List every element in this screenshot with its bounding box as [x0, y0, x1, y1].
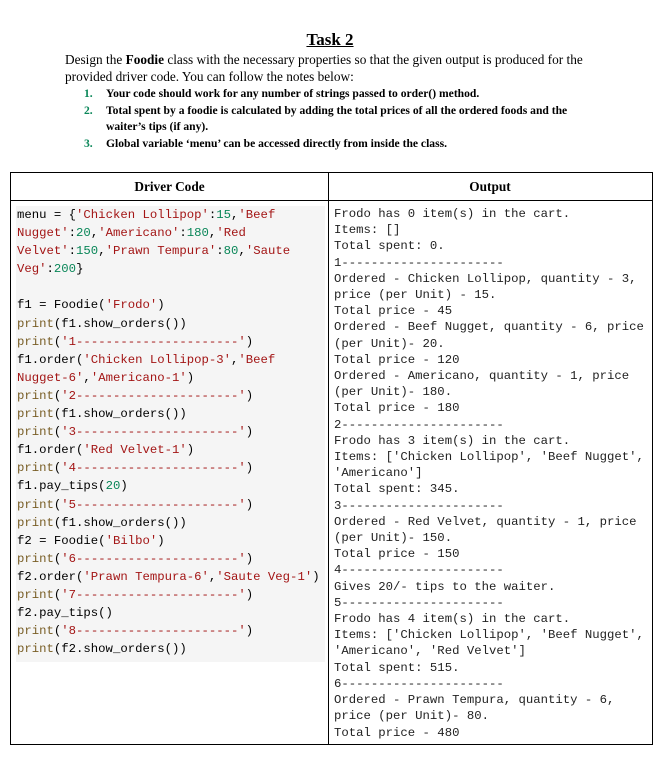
- code-token: print: [17, 334, 54, 349]
- output-line: Total price - 180: [334, 401, 460, 416]
- code-token: ): [245, 334, 254, 349]
- code-token: print: [17, 407, 54, 422]
- note-item: [84, 86, 604, 103]
- code-token: 'Chicken Lollipop-3': [83, 352, 232, 367]
- code-token: (: [53, 497, 62, 512]
- code-token: print: [17, 624, 54, 639]
- code-token: '1----------------------': [61, 334, 246, 349]
- output-line: 'Americano', 'Red Velvet']: [334, 644, 526, 659]
- note-number: 1.: [84, 87, 93, 100]
- output-line: Ordered - Americano, quantity - 1, price: [334, 369, 630, 384]
- code-token: ,: [231, 352, 239, 367]
- output-line: Ordered - Prawn Tempura, quantity - 6,: [334, 693, 615, 708]
- column-divider: [328, 173, 329, 744]
- code-token: '2----------------------': [61, 388, 246, 403]
- note-text: Global variable ‘menu’ can be accessed directly from inside the class.: [106, 136, 448, 150]
- output-line: Total price - 120: [334, 352, 460, 367]
- code-token: ,: [231, 208, 239, 222]
- code-token: 'Beef: [238, 352, 276, 367]
- code-line: [16, 640, 325, 658]
- code-token: ): [245, 425, 254, 440]
- output-line: 2----------------------: [334, 417, 504, 432]
- code-token: print: [17, 515, 54, 530]
- output-line: (per Unit)- 20.: [334, 336, 445, 351]
- code-token: ,: [90, 226, 99, 241]
- code-token: 'Frodo': [105, 298, 158, 313]
- code-token: 'Americano': [98, 226, 180, 241]
- code-token: ,: [208, 569, 217, 584]
- note-text: Your code should work for any number of strings passed to order() method.: [106, 87, 480, 100]
- code-token: 'Saute Veg-1': [216, 569, 313, 584]
- code-token: :: [216, 244, 224, 259]
- code-token: print: [17, 642, 54, 657]
- output-line: Items: []: [334, 223, 401, 238]
- code-token: ,: [238, 244, 246, 259]
- output-line: Gives 20/- tips to the waiter.: [334, 579, 556, 594]
- code-token: '8----------------------': [61, 624, 246, 639]
- intro-text-post: class with the necessary properties so that the given output is produced for the provided driver code. You can follow the notes below:: [65, 52, 583, 84]
- code-line: [16, 568, 325, 586]
- code-token: 'Prawn Tempura': [105, 244, 217, 259]
- output-line: Ordered - Chicken Lollipop, quantity - 3,: [334, 271, 637, 286]
- note-number: 3.: [84, 136, 93, 150]
- header-driver-code: Driver Code: [11, 173, 328, 201]
- task-title: Task 2: [306, 30, 354, 49]
- output-line: Total price - 150: [334, 547, 460, 562]
- code-token: 15: [216, 208, 232, 222]
- code-line: [16, 387, 325, 405]
- code-token: 150: [76, 244, 99, 259]
- code-token: '5----------------------': [61, 497, 246, 512]
- header-output: Output: [328, 173, 652, 201]
- code-token: 'Chicken Lollipop': [76, 208, 209, 222]
- code-token: :: [68, 244, 77, 259]
- code-token: 200: [53, 262, 77, 277]
- code-token: (f1.show_orders()): [53, 515, 187, 530]
- code-token: print: [17, 425, 54, 440]
- code-token: ): [245, 497, 254, 512]
- code-token: print: [17, 388, 54, 403]
- code-line: [16, 496, 325, 514]
- code-token: ,: [83, 370, 91, 385]
- code-token: ): [186, 370, 195, 385]
- note-number: 2.: [84, 103, 93, 117]
- code-line: [16, 369, 325, 387]
- output-block: [334, 206, 652, 741]
- code-line: [16, 423, 325, 441]
- code-line: [16, 315, 325, 333]
- code-token: 'Americano-1': [90, 370, 187, 385]
- code-line: [16, 278, 325, 296]
- code-token: :: [208, 208, 217, 222]
- code-line: [16, 532, 325, 550]
- note-item: [84, 136, 604, 153]
- output-line: Frodo has 4 item(s) in the cart.: [334, 612, 571, 627]
- code-token: (: [53, 334, 62, 349]
- code-line: [16, 333, 325, 351]
- output-line: 1----------------------: [334, 255, 504, 270]
- output-line: (per Unit)- 150.: [334, 531, 453, 546]
- code-line: [16, 206, 325, 224]
- code-token: (: [53, 624, 62, 639]
- code-token: '3----------------------': [61, 425, 246, 440]
- code-token: 'Saute: [245, 244, 291, 259]
- code-token: 'Red Velvet-1': [83, 443, 187, 458]
- output-line: (per Unit)- 180.: [334, 385, 453, 400]
- code-token: (: [53, 587, 62, 602]
- output-line: Total spent: 515.: [334, 660, 460, 675]
- code-token: 20: [105, 479, 121, 494]
- code-token: ): [245, 461, 254, 476]
- code-token: 80: [223, 244, 239, 259]
- notes-list: [84, 86, 604, 152]
- code-token: (f1.show_orders()): [53, 407, 187, 422]
- code-line: [16, 260, 325, 278]
- code-token: ): [245, 551, 254, 566]
- code-token: '7----------------------': [61, 587, 246, 602]
- code-token: ,: [98, 244, 106, 259]
- code-token: ): [186, 443, 195, 458]
- code-line: [16, 477, 325, 495]
- output-line: 3----------------------: [334, 498, 504, 513]
- code-token: f2 = Foodie(: [17, 533, 106, 548]
- code-token: :: [179, 226, 187, 241]
- intro-text-pre: Design the: [65, 52, 126, 67]
- code-token: 'Beef: [238, 208, 276, 222]
- code-token: ): [157, 533, 165, 548]
- code-token: 20: [76, 226, 91, 241]
- code-token: Veg': [17, 262, 47, 277]
- code-line: [16, 405, 325, 423]
- code-line: [16, 622, 325, 640]
- code-token: :: [46, 262, 54, 277]
- code-token: f1 = Foodie(: [17, 298, 106, 313]
- code-token: print: [17, 497, 54, 512]
- output-line: price (per Unit) - 15.: [334, 288, 497, 303]
- code-token: menu = {: [17, 208, 77, 222]
- intro-class-name: Foodie: [125, 52, 164, 67]
- code-token: f2.order(: [17, 569, 84, 584]
- output-line: Total spent: 345.: [334, 482, 460, 497]
- code-token: Nugget': [17, 226, 69, 241]
- output-line: price (per Unit)- 80.: [334, 709, 489, 724]
- code-token: print: [17, 587, 54, 602]
- code-line: [16, 604, 325, 622]
- code-token: ): [312, 569, 320, 584]
- code-token: 'Prawn Tempura-6': [83, 569, 209, 584]
- code-token: f1.pay_tips(: [17, 479, 106, 494]
- note-text: Total spent by a foodie is calculated by adding the total prices of all the ordered foods and the waiter’s tips (if any).: [106, 103, 568, 133]
- note-item: [84, 103, 604, 136]
- code-token: print: [17, 551, 54, 566]
- code-output-table: [10, 172, 653, 745]
- code-line: [16, 550, 325, 568]
- code-token: ): [157, 298, 165, 313]
- code-token: print: [17, 461, 54, 476]
- code-token: ): [245, 624, 254, 639]
- code-token: '6----------------------': [61, 551, 246, 566]
- code-line: [16, 242, 325, 260]
- code-token: ,: [208, 226, 217, 241]
- output-line: 5----------------------: [334, 595, 504, 610]
- code-token: f1.order(: [17, 443, 84, 458]
- output-line: Total price - 480: [334, 725, 460, 740]
- code-token: (: [53, 461, 62, 476]
- output-line: Items: ['Chicken Lollipop', 'Beef Nugget',: [334, 628, 644, 643]
- code-token: (: [53, 425, 62, 440]
- output-line: Frodo has 0 item(s) in the cart.: [334, 207, 571, 221]
- output-line: 'Americano']: [334, 466, 423, 481]
- code-token: 'Bilbo': [105, 533, 158, 548]
- code-token: Nugget-6': [17, 370, 84, 385]
- code-token: ): [245, 388, 254, 403]
- code-line: [16, 459, 325, 477]
- code-token: (f1.show_orders()): [53, 316, 187, 331]
- code-token: :: [68, 226, 77, 241]
- output-line: Frodo has 3 item(s) in the cart.: [334, 433, 571, 448]
- output-line: Items: ['Chicken Lollipop', 'Beef Nugget',: [334, 450, 644, 465]
- code-token: '4----------------------': [61, 461, 246, 476]
- code-token: 180: [186, 226, 209, 241]
- code-token: (: [53, 388, 62, 403]
- code-token: ): [120, 479, 128, 494]
- code-token: 'Red: [216, 226, 246, 241]
- code-token: }: [76, 262, 84, 277]
- code-token: Velvet': [17, 244, 69, 259]
- code-line: [16, 296, 325, 314]
- code-token: print: [17, 316, 54, 331]
- code-line: [16, 224, 325, 242]
- output-line: Ordered - Red Velvet, quantity - 1, price: [334, 514, 637, 529]
- code-line: [16, 351, 325, 369]
- output-line: Total price - 45: [334, 304, 453, 319]
- code-line: [16, 586, 325, 604]
- code-token: (f2.show_orders()): [53, 642, 187, 657]
- code-line: [16, 441, 325, 459]
- code-line: [16, 514, 325, 532]
- code-token: ): [245, 587, 254, 602]
- code-token: f2.pay_tips(): [17, 606, 113, 621]
- output-line: 6----------------------: [334, 676, 504, 691]
- task-intro: [65, 51, 610, 85]
- code-token: f1.order(: [17, 352, 84, 367]
- output-line: 4----------------------: [334, 563, 504, 578]
- code-token: (: [53, 551, 62, 566]
- driver-code-block: [16, 206, 325, 662]
- output-line: Ordered - Beef Nugget, quantity - 6, price: [334, 320, 644, 335]
- output-line: Total spent: 0.: [334, 239, 445, 254]
